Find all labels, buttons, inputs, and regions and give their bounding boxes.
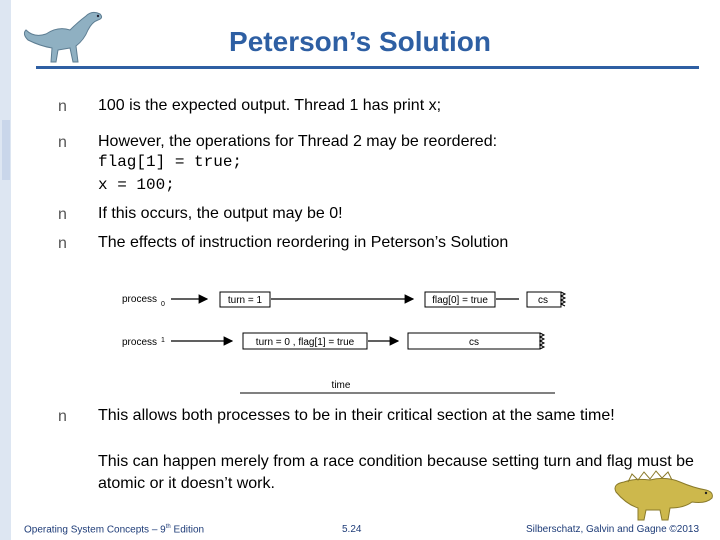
dinosaur-logo-icon <box>18 4 118 68</box>
p0-flag-box: flag[0] = true <box>432 295 488 306</box>
bullet-text: 100 is the expected output. Thread 1 has print x; <box>98 97 442 114</box>
bullet-text: However, the operations for Thread 2 may be reordered: <box>98 133 498 150</box>
note-text: This can happen merely from a race condition because setting turn and flag must be atomic or it doesn’t work. <box>98 453 694 492</box>
bullet-text: If this occurs, the output may be 0! <box>98 205 343 222</box>
footer-book-title: Operating System Concepts – 9th Edition <box>24 524 205 536</box>
p1-cs-box: cs <box>469 337 479 348</box>
slide-title: Peterson’s Solution <box>229 26 491 57</box>
p0-cs-box: cs <box>538 295 548 306</box>
p0-turn-box: turn = 1 <box>227 295 263 306</box>
p1-turn-flag-box: turn = 0 , flag[1] = true <box>255 337 355 348</box>
code-line: flag[1] = true; <box>98 153 243 171</box>
process-1-label: process <box>122 337 158 348</box>
bullet-text: This allows both processes to be in their critical section at the same time! <box>98 407 615 424</box>
process-0-label: process <box>122 294 158 305</box>
footer-copyright: Silberschatz, Galvin and Gagne ©2013 <box>526 524 700 535</box>
reordering-timeline-diagram <box>115 280 575 395</box>
bullet-marker: n <box>58 206 67 223</box>
time-axis-label: time <box>331 380 351 391</box>
bullet-marker: n <box>58 408 67 425</box>
bullet-marker: n <box>58 235 67 252</box>
process-1-subscript: 1 <box>161 337 165 344</box>
code-line: x = 100; <box>98 176 175 194</box>
bullet-marker: n <box>58 134 67 151</box>
dinosaur-corner-icon <box>610 462 718 522</box>
bullet-marker: n <box>58 98 67 115</box>
process-0-subscript: 0 <box>161 301 165 308</box>
left-accent-bar <box>0 0 11 540</box>
footer-page-number: 5.24 <box>342 524 362 535</box>
bullet-text: The effects of instruction reordering in Peterson’s Solution <box>98 234 509 251</box>
title-underline <box>36 66 699 69</box>
